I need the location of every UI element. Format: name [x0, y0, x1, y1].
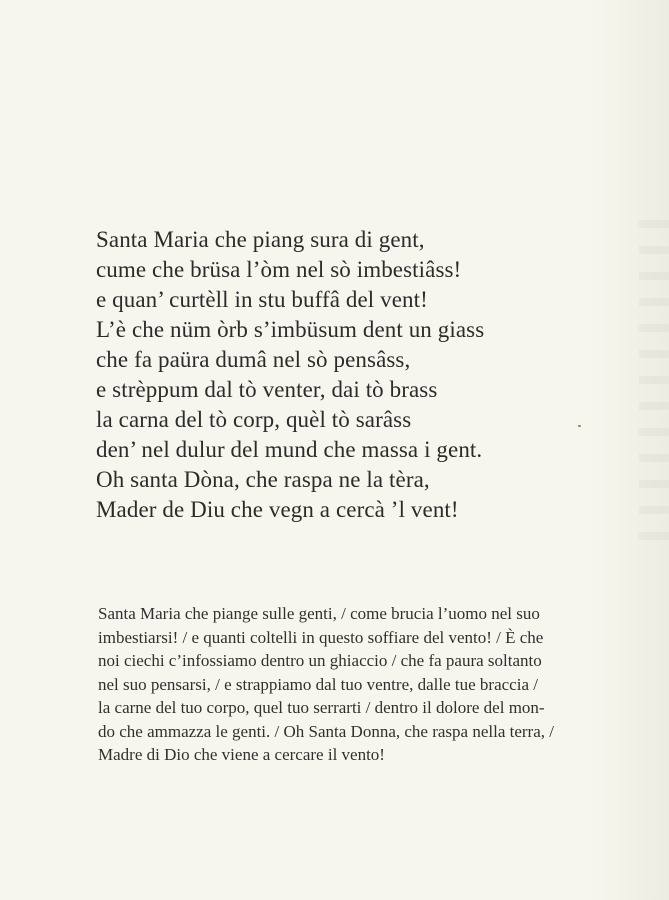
poem-line: den’ nel dulur del mund che massa i gent.	[96, 437, 483, 462]
translation-line: imbestiarsi! / e quanti coltelli in questo soffiare del vento! / È che	[98, 627, 544, 647]
translation-line: la carne del tuo corpo, quel tuo serrarti / dentro il dolore del mon-	[98, 698, 545, 717]
translation-paragraph	[98, 602, 643, 767]
poem-line: che fa paüra dumâ nel sò pensâss,	[96, 347, 411, 372]
poem-line: L’è che nüm òrb s’imbüsum dent un giass	[96, 317, 485, 342]
poem-line: Santa Maria che piang sura di gent,	[96, 227, 425, 252]
poem-line: la carna del tò corp, quèl tò sarâss	[96, 407, 412, 432]
translation-line: Madre di Dio che viene a cercare il vento!	[98, 745, 385, 764]
translation-line: nel suo pensarsi, / e strappiamo dal tuo ventre, dalle tue braccia /	[98, 674, 538, 694]
poem-line: Oh santa Dòna, che raspa ne la tèra,	[96, 467, 430, 492]
poem-stanza	[96, 225, 616, 525]
poem-line: cume che brüsa l’òm nel sò imbestiâss!	[96, 257, 462, 282]
poem-line: Mader de Diu che vegn a cercà ’l vent!	[96, 497, 459, 522]
ink-speck	[578, 425, 581, 427]
poem-line: e quan’ curtèll in stu buffâ del vent!	[96, 287, 428, 312]
translation-line: noi ciechi c’infossiamo dentro un ghiaccio / che fa paura soltanto	[98, 651, 542, 670]
translation-line: Santa Maria che piange sulle genti, / come brucia l’uomo nel suo	[98, 604, 540, 623]
show-through-text	[639, 220, 669, 540]
poem-line: e strèppum dal tò venter, dai tò brass	[96, 377, 438, 402]
translation-line: do che ammazza le genti. / Oh Santa Donna, che raspa nella terra, /	[98, 721, 554, 741]
